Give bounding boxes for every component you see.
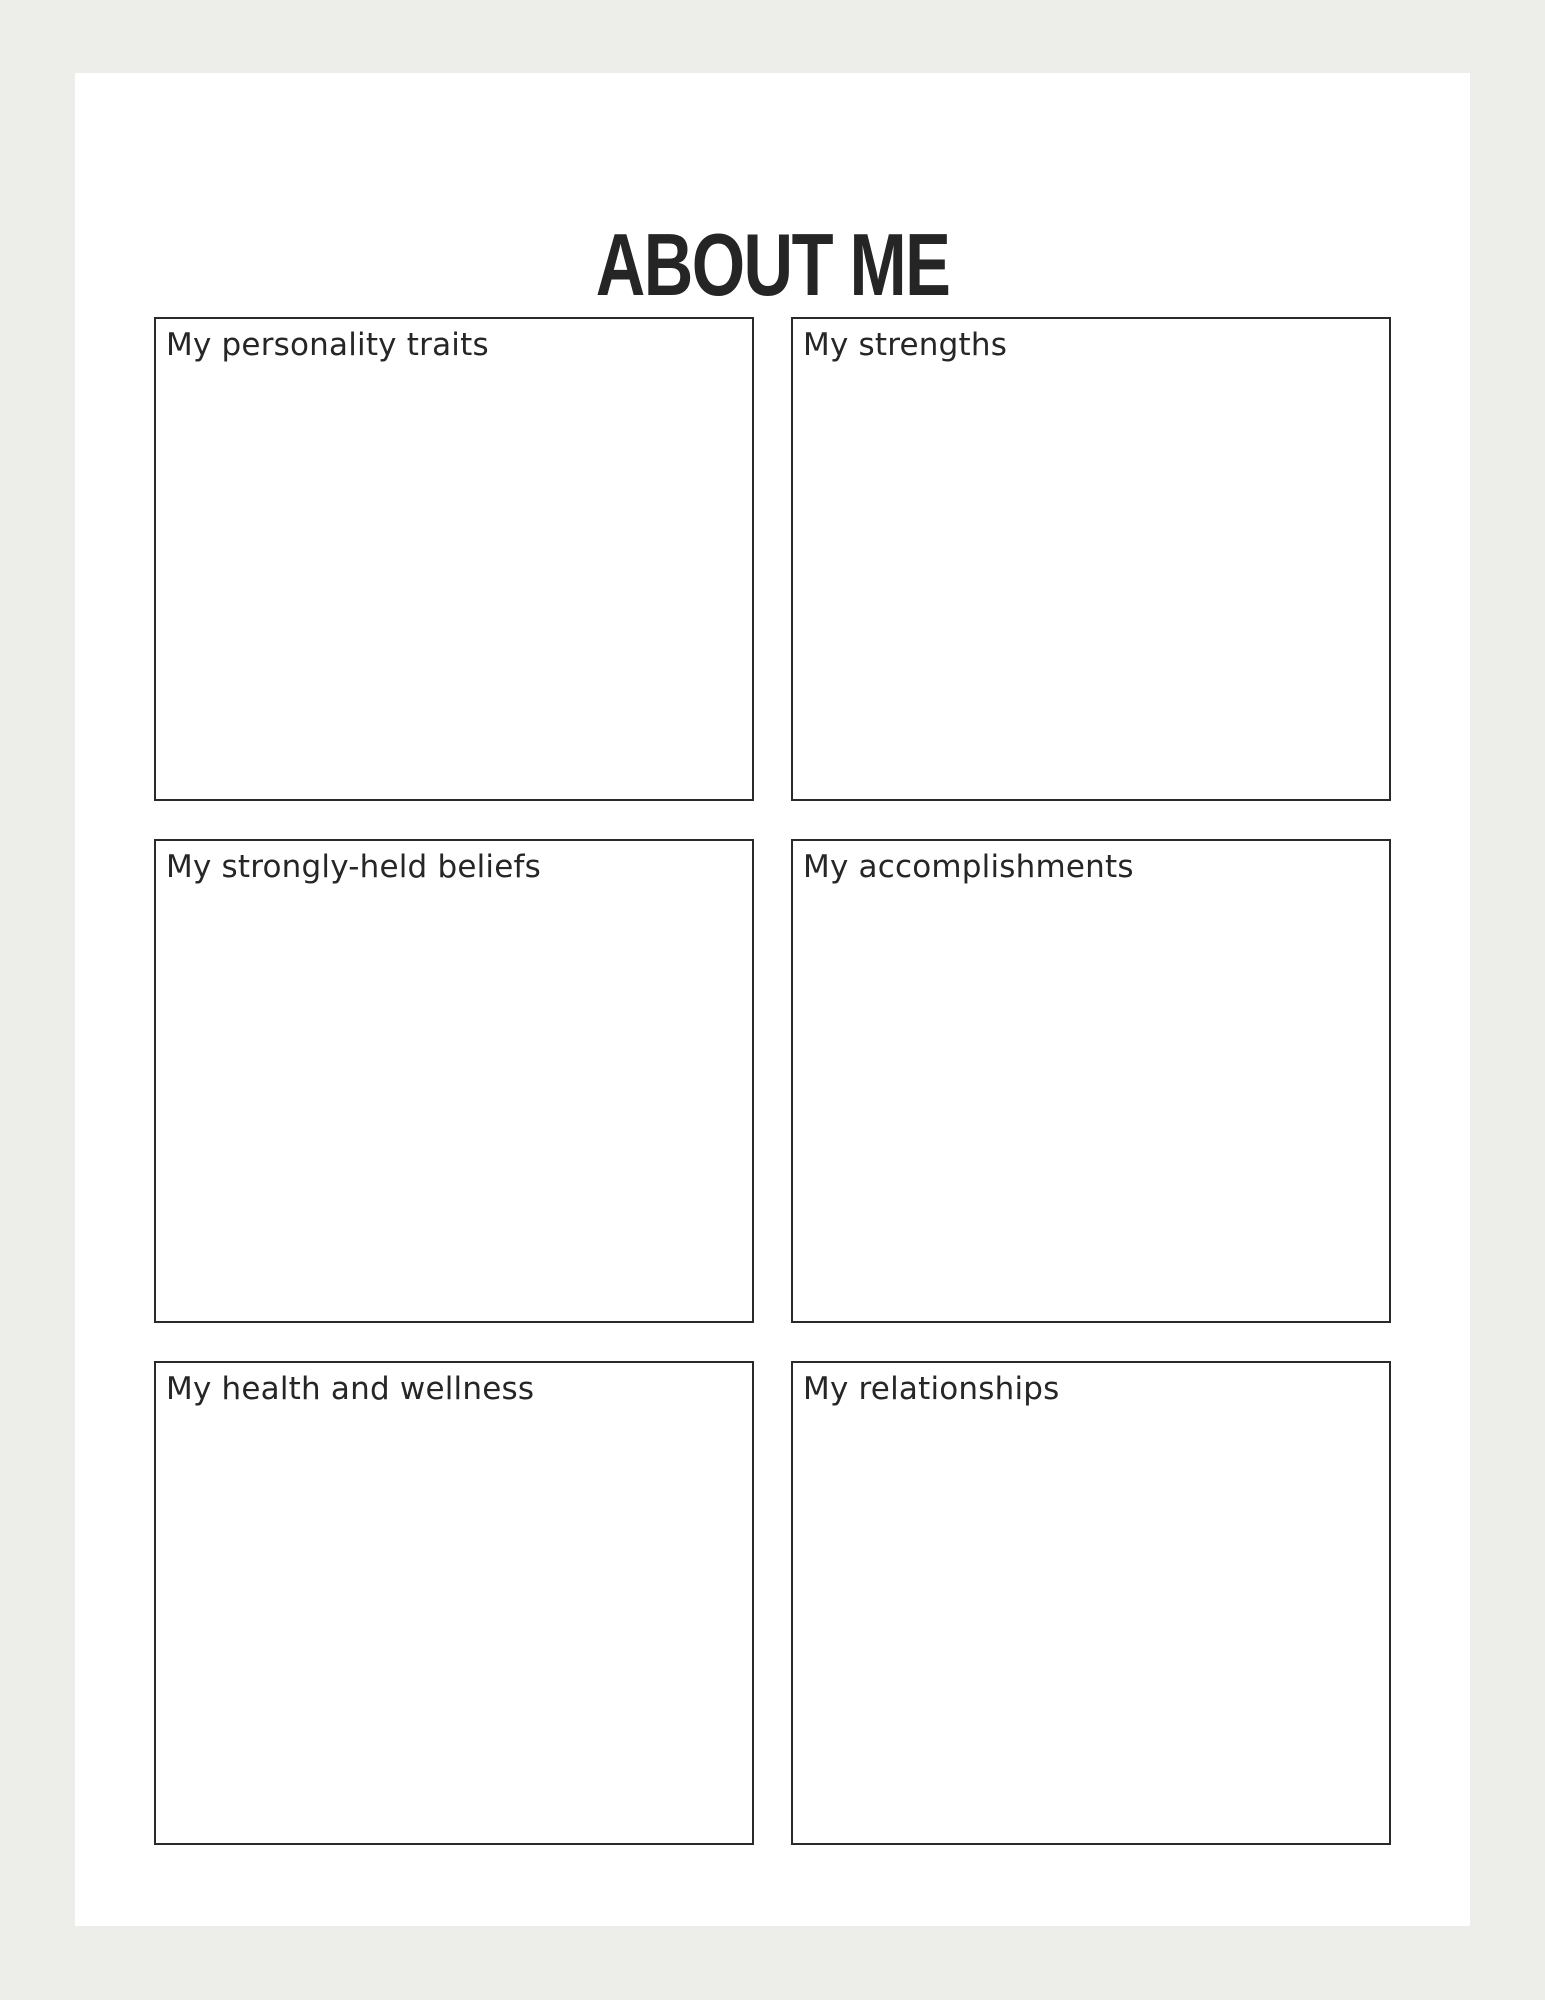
personality-traits-box[interactable]	[154, 317, 754, 801]
relationships-label: My relationships	[803, 1371, 1060, 1407]
accomplishments-label: My accomplishments	[803, 849, 1134, 885]
accomplishments-box[interactable]	[791, 839, 1391, 1323]
page-title: ABOUT ME	[595, 215, 950, 314]
personality-traits-label: My personality traits	[166, 327, 489, 363]
beliefs-box[interactable]	[154, 839, 754, 1323]
health-wellness-box[interactable]	[154, 1361, 754, 1845]
worksheet-page	[75, 73, 1470, 1926]
relationships-box[interactable]	[791, 1361, 1391, 1845]
beliefs-label: My strongly-held beliefs	[166, 849, 541, 885]
strengths-box[interactable]	[791, 317, 1391, 801]
strengths-label: My strengths	[803, 327, 1008, 363]
health-wellness-label: My health and wellness	[166, 1371, 535, 1407]
